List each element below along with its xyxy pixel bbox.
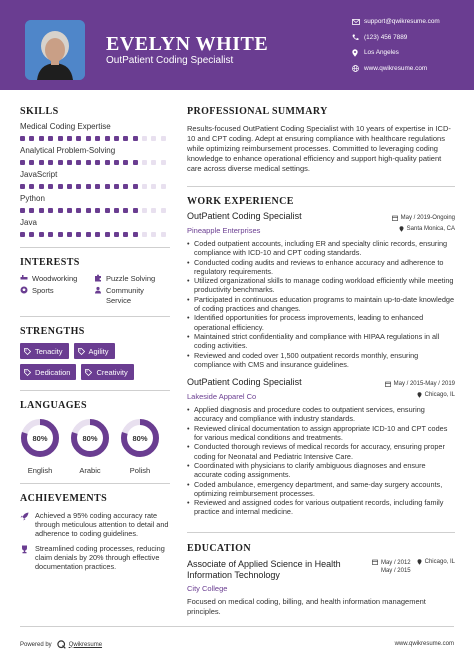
qwikresume-logo-icon — [57, 640, 66, 649]
education-entry — [187, 559, 455, 617]
strength-label: Creativity — [96, 367, 128, 377]
achievement-text: Streamlined coding processes, reducing claim denials by 20% through effective documentation practices. — [35, 544, 165, 571]
skill-dot — [48, 184, 53, 189]
skill-rating — [20, 160, 166, 165]
skill-dot — [105, 184, 110, 189]
interests-list — [20, 274, 170, 305]
school-name: City College — [187, 583, 228, 593]
calendar-icon — [392, 215, 398, 221]
skill-dot — [20, 184, 25, 189]
skill-dot — [29, 184, 34, 189]
skill-item — [20, 122, 170, 141]
profile-photo — [25, 20, 85, 80]
skill-dot — [105, 160, 110, 165]
skill-dot — [76, 184, 81, 189]
skill-dot — [123, 136, 128, 141]
skill-dot — [20, 232, 25, 237]
interest-label: Community Service — [106, 286, 144, 305]
skill-dot — [123, 232, 128, 237]
skill-dot — [48, 208, 53, 213]
language-item — [20, 418, 60, 475]
bullet-item: • Maintained strict confidentiality and compliance with HIPAA regulations in all coding activities. — [187, 332, 455, 351]
education-date-block — [381, 559, 411, 575]
skill-dot — [58, 136, 63, 141]
skill-dot — [67, 232, 72, 237]
skill-name: Medical Coding Expertise — [20, 122, 111, 131]
skill-dot — [142, 208, 147, 213]
skill-name: JavaScript — [20, 170, 58, 179]
skill-dot — [114, 184, 119, 189]
skill-dot — [142, 136, 147, 141]
skills-list — [20, 122, 170, 237]
skill-dot — [86, 232, 91, 237]
phone-icon — [352, 34, 364, 41]
languages-title: LANGUAGES — [20, 400, 87, 411]
education-date-end: May / 2015 — [380, 567, 411, 574]
skill-dot — [142, 160, 147, 165]
strength-tag — [74, 343, 115, 359]
bullet-item: • Participated in continuous education programs to maintain up-to-date knowledge of coding practices and changes. — [187, 295, 455, 314]
skill-dot — [67, 160, 72, 165]
location-pin-icon — [352, 49, 364, 57]
skill-dot — [48, 136, 53, 141]
contact-email[interactable] — [352, 14, 470, 30]
email-icon — [352, 19, 364, 25]
community-icon — [94, 286, 106, 294]
skill-dot — [20, 208, 25, 213]
skill-rating — [20, 136, 166, 141]
skill-dot — [95, 184, 100, 189]
skill-dot — [67, 136, 72, 141]
brand-name[interactable]: Qwikresume — [68, 641, 103, 648]
bullet-item: • Coded outpatient accounts, including ER and specialty clinic records, ensuring compliance with ICD-10 and CPT coding standards. — [187, 239, 455, 258]
interest-label: Woodworking — [32, 274, 78, 283]
skill-dot — [161, 208, 166, 213]
resume-header — [0, 0, 474, 90]
skill-item — [20, 170, 170, 189]
job-location-text: Santa Monica, CA — [406, 225, 455, 232]
strengths-title: STRENGTHS — [20, 326, 85, 337]
skill-dot — [20, 136, 25, 141]
language-percent: 80% — [32, 434, 48, 443]
skill-dot — [114, 232, 119, 237]
language-ring — [20, 418, 60, 458]
divider — [187, 532, 455, 533]
puzzle-icon — [94, 274, 106, 282]
divider — [20, 483, 170, 484]
language-ring — [70, 418, 110, 458]
footer-branding — [20, 640, 102, 649]
language-name: Polish — [129, 466, 151, 475]
skill-dot — [20, 160, 25, 165]
divider — [20, 247, 170, 248]
phone-text: (123) 456 7889 — [364, 33, 408, 41]
divider — [187, 186, 455, 187]
education-text: Focused on medical coding, billing, and health information management principles. — [187, 596, 426, 616]
skill-dot — [86, 184, 91, 189]
skill-dot — [48, 160, 53, 165]
bullet-item: • Utilized organizational skills to manage coding workload efficiently while meeting productivity benchmarks. — [187, 276, 455, 295]
skill-dot — [76, 160, 81, 165]
skill-dot — [67, 184, 72, 189]
strengths-list — [20, 343, 170, 380]
candidate-name: EVELYN WHITE — [106, 33, 269, 55]
bullet-item: • Applied diagnosis and procedure codes to outpatient services, ensuring accuracy and compliance with industry standards. — [187, 405, 455, 424]
bullet-item: • Coordinated with physicians to clarify ambiguous diagnoses and ensure accurate coding assignments. — [187, 461, 455, 480]
job-location — [399, 226, 455, 232]
bullet-item: • Conducted coding audits and reviews to enhance accuracy and adherence to regulatory requirements. — [187, 258, 455, 277]
contact-info — [352, 14, 470, 76]
company-name: Lakeside Apparel Co — [187, 392, 257, 402]
skill-dot — [161, 160, 166, 165]
skill-dot — [105, 208, 110, 213]
tag-icon — [24, 369, 31, 376]
skill-dot — [39, 184, 44, 189]
achievement-item — [20, 511, 170, 538]
education-location — [417, 559, 455, 565]
bullet-item: • Identified opportunities for process improvements, leading to enhanced operational efficiency. — [187, 313, 455, 332]
skill-dot — [29, 136, 34, 141]
rocket-icon — [20, 511, 35, 538]
skill-rating — [20, 208, 166, 213]
skill-dot — [151, 184, 156, 189]
skill-dot — [133, 184, 138, 189]
education-meta — [372, 559, 455, 575]
skill-dot — [114, 160, 119, 165]
skill-dot — [105, 136, 110, 141]
woodworking-icon — [20, 274, 32, 282]
job-header — [187, 211, 455, 235]
location-pin-icon — [399, 226, 404, 232]
skill-dot — [114, 136, 119, 141]
contact-website[interactable] — [352, 61, 470, 77]
skill-dot — [161, 232, 166, 237]
skills-title: SKILLS — [20, 106, 59, 117]
skill-dot — [95, 232, 100, 237]
interest-item — [20, 274, 94, 283]
skill-dot — [151, 160, 156, 165]
skill-dot — [67, 208, 72, 213]
language-name: English — [27, 466, 53, 475]
job-header — [187, 377, 455, 401]
skill-item — [20, 146, 170, 165]
contact-location — [352, 45, 470, 61]
education-title: EDUCATION — [187, 542, 251, 554]
skill-dot — [95, 208, 100, 213]
email-text: support@qwikresume.com — [364, 18, 440, 26]
education-location-text: Chicago, IL — [424, 558, 455, 565]
job-meta — [392, 215, 455, 232]
bullet-item: • Reviewed and assigned codes for various outpatient records, including family practice and internal medicine. — [187, 498, 455, 517]
tag-icon — [24, 348, 31, 355]
skill-dot — [151, 208, 156, 213]
strength-label: Dedication — [35, 367, 71, 377]
strength-label: Agility — [88, 346, 109, 356]
skill-dot — [58, 232, 63, 237]
job-bullets — [187, 405, 455, 517]
interest-item — [94, 286, 170, 305]
skill-dot — [142, 232, 147, 237]
language-name: Arabic — [79, 466, 101, 475]
divider — [20, 316, 170, 317]
skill-dot — [58, 160, 63, 165]
job-date — [392, 215, 455, 221]
summary-text: Results-focused OutPatient Coding Specialist with 10 years of expertise in ICD-10 and CPT coding. Adept at ensuring compliance with healthcare regulations while optimizing reimbursement processes. Committed to leveraging coding knowledge to enhance operational efficiency and support high-quality patient care across diverse medical settings. — [187, 124, 451, 173]
job-date-text: May / 2019-Ongoing — [400, 214, 455, 221]
location-pin-icon — [417, 559, 422, 565]
location-pin-icon — [417, 392, 422, 398]
skill-dot — [76, 208, 81, 213]
skill-dot — [39, 160, 44, 165]
tag-icon — [78, 348, 85, 355]
summary-title: PROFESSIONAL SUMMARY — [187, 106, 328, 117]
skill-dot — [76, 232, 81, 237]
job-title: OutPatient Coding Specialist — [187, 377, 302, 388]
bullet-item: • Reviewed clinical documentation to assign appropriate ICD-10 and CPT codes for various medical conditions and treatments. — [187, 424, 455, 443]
job-location — [417, 392, 455, 398]
achievement-item — [20, 544, 170, 571]
experience-title: WORK EXPERIENCE — [187, 196, 294, 207]
strength-tag — [20, 343, 69, 359]
strength-tag — [81, 364, 133, 380]
bullet-item: • Coded ambulance, emergency department, and same-day surgery accounts, optimizing reimbursement processes. — [187, 480, 455, 499]
skill-dot — [123, 208, 128, 213]
skill-dot — [151, 136, 156, 141]
skill-dot — [29, 232, 34, 237]
skill-dot — [58, 208, 63, 213]
strength-tag — [20, 364, 76, 380]
job-date-text: May / 2015-May / 2019 — [393, 380, 455, 387]
education-date — [372, 559, 455, 575]
trophy-icon — [20, 544, 35, 571]
skill-dot — [29, 160, 34, 165]
skill-dot — [161, 136, 166, 141]
tag-icon — [85, 369, 92, 376]
skill-dot — [133, 208, 138, 213]
skill-dot — [39, 232, 44, 237]
contact-phone[interactable] — [352, 30, 470, 46]
footer-website[interactable]: www.qwikresume.com — [394, 641, 454, 647]
language-item — [120, 418, 160, 475]
skill-dot — [123, 160, 128, 165]
skill-item — [20, 218, 170, 237]
language-ring — [120, 418, 160, 458]
interest-label: Puzzle Solving — [106, 274, 156, 283]
strength-label: Tenacity — [35, 346, 63, 356]
skill-name: Python — [20, 194, 45, 203]
skill-dot — [133, 160, 138, 165]
skill-dot — [95, 160, 100, 165]
skill-name: Java — [20, 218, 37, 227]
bullet-item: • Reviewed and coded over 1,500 outpatient records monthly, ensuring compliance with CMS and insurance guidelines. — [187, 351, 455, 370]
calendar-icon — [385, 381, 391, 387]
job-meta — [385, 381, 455, 398]
skill-dot — [105, 232, 110, 237]
degree-name: Associate of Applied Science in Health Information Technology — [187, 558, 341, 580]
job-bullets — [187, 239, 455, 369]
left-column — [20, 106, 170, 571]
job-entry — [187, 211, 455, 369]
skill-name: Analytical Problem-Solving — [20, 146, 116, 155]
location-text: Los Angeles — [364, 49, 399, 57]
language-item — [70, 418, 110, 475]
achievements-title: ACHIEVEMENTS — [20, 493, 108, 504]
skill-rating — [20, 184, 166, 189]
right-column — [187, 106, 455, 617]
job-date — [385, 381, 455, 387]
skill-dot — [86, 136, 91, 141]
achievement-text: Achieved a 95% coding accuracy rate through meticulous attention to detail and adherence to coding guidelines. — [35, 511, 169, 538]
interest-label: Sports — [32, 286, 54, 295]
footer-divider — [20, 626, 454, 627]
skill-dot — [95, 136, 100, 141]
interest-item — [94, 274, 170, 283]
soccer-ball-icon — [20, 286, 32, 294]
job-title: OutPatient Coding Specialist — [187, 211, 302, 221]
skill-dot — [39, 136, 44, 141]
skill-dot — [114, 208, 119, 213]
language-percent: 80% — [132, 434, 148, 443]
skill-dot — [86, 208, 91, 213]
skill-dot — [161, 184, 166, 189]
skill-dot — [133, 232, 138, 237]
website-text: www.qwikresume.com — [364, 64, 428, 72]
company-name: Pineapple Enterprises — [187, 226, 261, 235]
job-entry — [187, 377, 455, 517]
skill-dot — [142, 184, 147, 189]
skill-dot — [76, 136, 81, 141]
skill-dot — [39, 208, 44, 213]
divider — [20, 390, 170, 391]
interests-title: INTERESTS — [20, 257, 80, 268]
skill-item — [20, 194, 170, 213]
language-percent: 80% — [82, 434, 98, 443]
candidate-role: OutPatient Coding Specialist — [106, 55, 234, 66]
skill-dot — [48, 232, 53, 237]
interest-item — [20, 286, 94, 305]
languages-list — [20, 418, 160, 475]
bullet-item: • Conducted thorough reviews of medical records for accuracy, ensuring proper coding for Neonatal and Pediatric Intensive Care. — [187, 442, 455, 461]
skill-dot — [86, 160, 91, 165]
skill-dot — [58, 184, 63, 189]
skill-dot — [133, 136, 138, 141]
powered-by-label: Powered by — [20, 641, 52, 648]
skill-dot — [151, 232, 156, 237]
skill-rating — [20, 232, 166, 237]
education-date-start: May / 2012 — [380, 559, 411, 566]
calendar-icon — [372, 559, 378, 565]
skill-dot — [29, 208, 34, 213]
globe-icon — [352, 65, 364, 72]
skill-dot — [123, 184, 128, 189]
job-location-text: Chicago, IL — [424, 391, 455, 398]
